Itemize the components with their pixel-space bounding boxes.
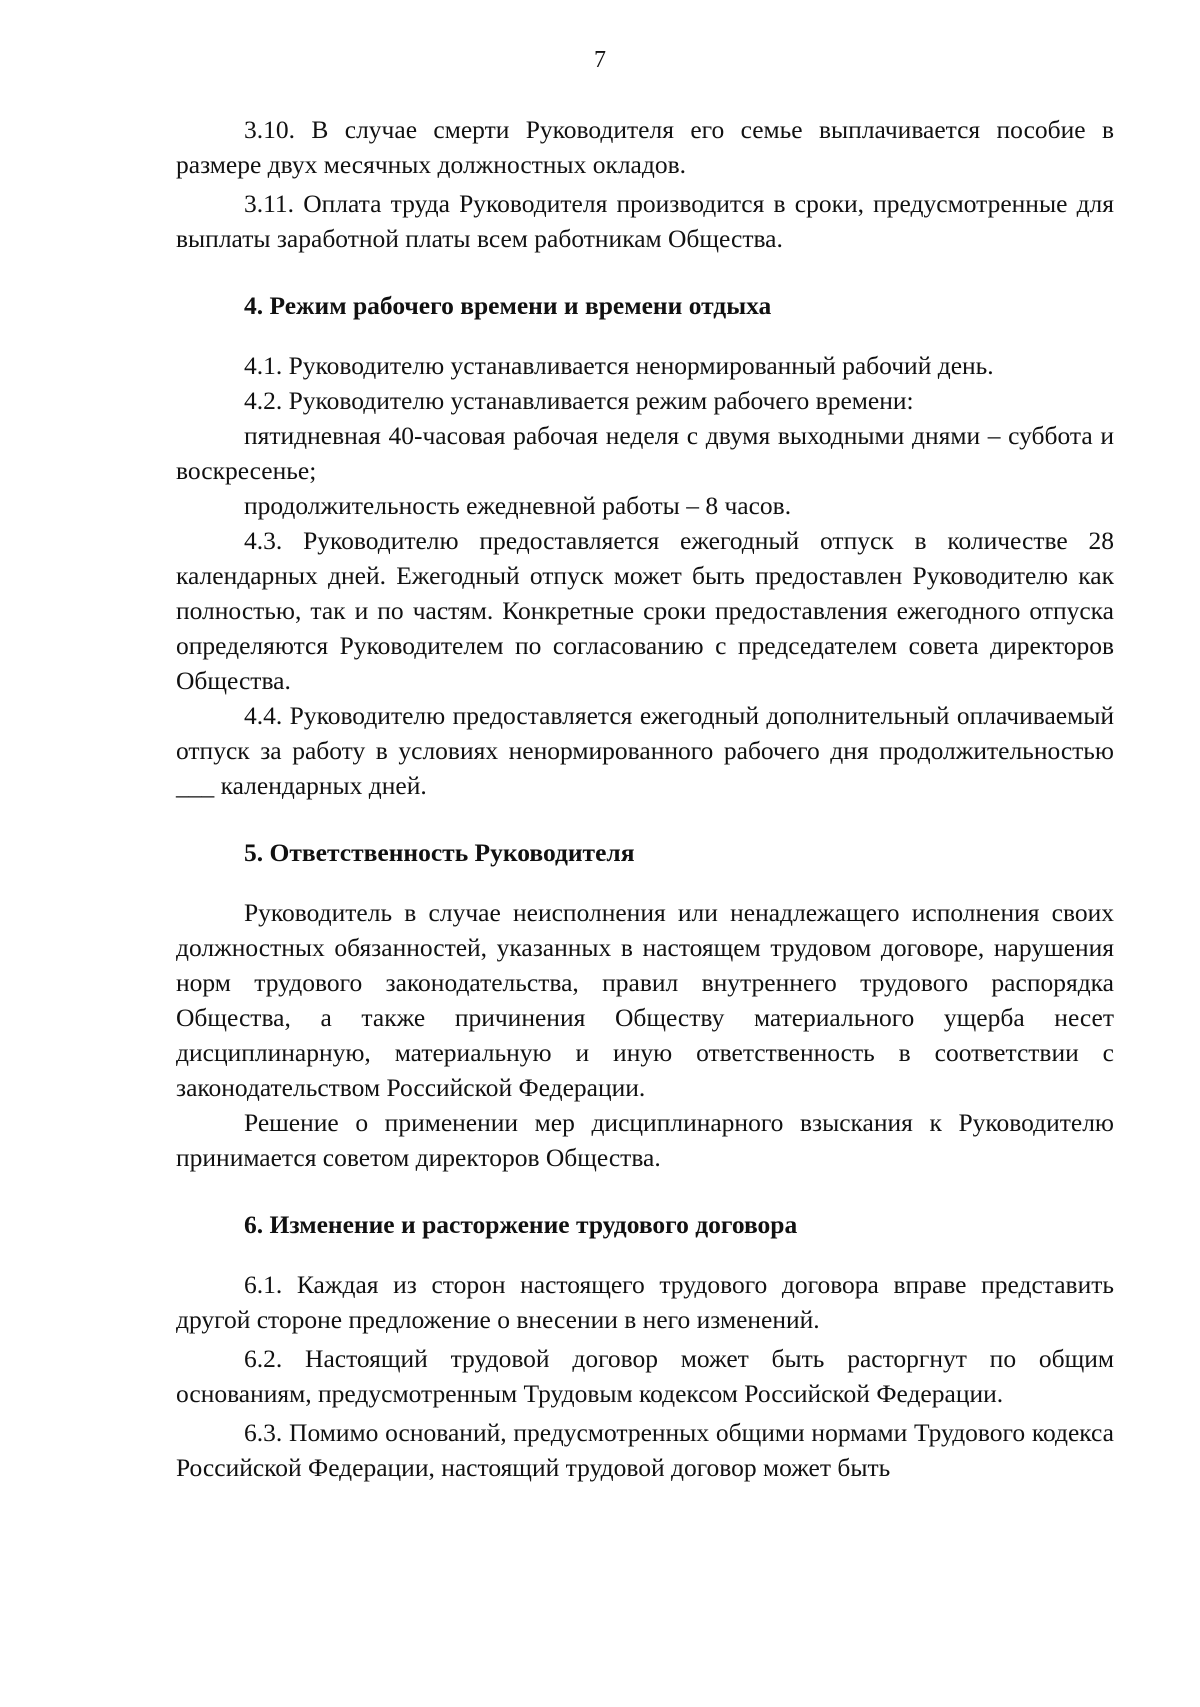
paragraph-6-3: 6.3. Помимо оснований, предусмотренных общими нормами Трудового кодекса Российской Федерации, настоящий трудовой договор может быть — [176, 1418, 1114, 1482]
paragraph-4-2: 4.2. Руководителю устанавливается режим рабочего времени: — [244, 386, 914, 415]
paragraph-daily-hours: продолжительность ежедневной работы – 8 часов. — [244, 491, 792, 520]
paragraph-6-1: 6.1. Каждая из сторон настоящего трудового договора вправе представить другой стороне предложение о внесении в него изменений. — [176, 1270, 1114, 1334]
document-body — [176, 112, 1114, 1485]
paragraph-3-11: 3.11. Оплата труда Руководителя производится в сроки, предусмотренные для выплаты заработной платы всем работникам Общества. — [176, 189, 1114, 253]
paragraph-work-week: пятидневная 40-часовая рабочая неделя с двумя выходными днями – суббота и воскресенье; — [176, 421, 1114, 485]
paragraph-4-4: 4.4. Руководителю предоставляется ежегодный дополнительный оплачиваемый отпуск за работу в условиях ненормированного рабочего дня продолжительностью ___ календарных дней. — [176, 701, 1114, 800]
section-heading-4: 4. Режим рабочего времени и времени отдыха — [244, 291, 772, 320]
section-heading-5: 5. Ответственность Руководителя — [244, 838, 635, 867]
paragraph-4-3: 4.3. Руководителю предоставляется ежегодный отпуск в количестве 28 календарных дней. Ежегодный отпуск может быть предоставлен Руководителю как полностью, так и по частям. Конкретные сроки предоставления ежегодного отпуска определяются Руководителем по согласованию с председателем совета директоров Общества. — [176, 526, 1114, 695]
paragraph-discipline-decision: Решение о применении мер дисциплинарного взыскания к Руководителю принимается советом директоров Общества. — [176, 1108, 1114, 1172]
paragraph-3-10: 3.10. В случае смерти Руководителя его семье выплачивается пособие в размере двух месячных должностных окладов. — [176, 115, 1114, 179]
page-number: 7 — [594, 47, 606, 73]
paragraph-6-2: 6.2. Настоящий трудовой договор может быть расторгнут по общим основаниям, предусмотренным Трудовым кодексом Российской Федерации. — [176, 1344, 1114, 1408]
paragraph-responsibility: Руководитель в случае неисполнения или ненадлежащего исполнения своих должностных обязанностей, указанных в настоящем трудовом договоре, нарушения норм трудового законодательства, правил внутреннего трудового распорядка Общества, а также причинения Обществу материального ущерба несет дисциплинарную, материальную и иную ответственность в соответствии с законодательством Российской Федерации. — [176, 898, 1114, 1102]
section-heading-6: 6. Изменение и расторжение трудового договора — [244, 1210, 798, 1239]
paragraph-4-1: 4.1. Руководителю устанавливается ненормированный рабочий день. — [244, 351, 994, 380]
